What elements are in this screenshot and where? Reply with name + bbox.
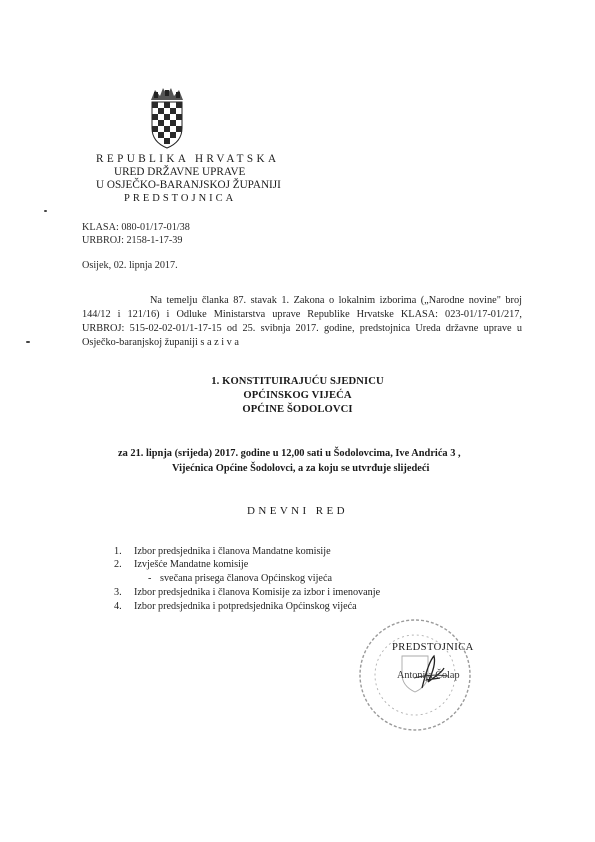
agenda-item-text: Izvješće Mandatne komisije <box>134 559 249 570</box>
schedule-location <box>172 461 592 476</box>
signatory-name: Antonija Čolap <box>397 670 460 681</box>
header-state: REPUBLIKA HRVATSKA <box>96 153 280 165</box>
intro-paragraph: Na temelju članka 87. stavak 1. Zakona o lokalnim izborima („Narodne novine" broj 144/12 i 121/16) i Odluke Ministarstva uprave Republike Hrvatske KLASA: 023-01/17-01/217, URBROJ: 515-02-02-01/1-17-15 od 25. svibnja 2017. godine, predstojnica Ureda državne uprave u Osječko-baranjskoj županiji s a z i v a <box>82 295 522 348</box>
agenda-item <box>114 558 248 571</box>
croatian-coat-of-arms-icon <box>148 86 186 150</box>
schedule-location-text: Vijećnica Općine Šodolovci, a za koju se utvrđuje slijedeći <box>172 463 430 474</box>
council-title: OPĆINSKOG VIJEĆA <box>243 390 352 401</box>
header-county: U OSJEČKO-BARANJSKOJ ŽUPANIJI <box>96 179 281 191</box>
urbroj-number: URBROJ: 2158-1-17-39 <box>82 235 183 246</box>
agenda-subitem-bullet: - <box>148 573 152 584</box>
place-date: Osijek, 02. lipnja 2017. <box>82 260 178 271</box>
agenda-item-text: Izbor predsjednika i potpredsjednika Općinskog vijeća <box>134 601 357 612</box>
schedule-line: za 21. lipnja (srijeda) 2017. godine u 12,00 sati u Šodolovcima, Ive Andrića 3 , <box>118 448 461 459</box>
header-role: PREDSTOJNICA <box>124 193 237 204</box>
scan-speck <box>26 341 30 343</box>
agenda-item-number: 3. <box>114 587 122 598</box>
agenda-item-number: 1. <box>114 546 122 557</box>
klasa-number: KLASA: 080-01/17-01/38 <box>82 222 190 233</box>
agenda-item-number: 4. <box>114 601 122 612</box>
agenda-item-number: 2. <box>114 559 122 570</box>
agenda-subitem-text: svečana prisega članova Općinskog vijeća <box>160 573 332 584</box>
header-office: URED DRŽAVNE UPRAVE <box>114 166 246 178</box>
agenda-subitem <box>148 572 332 585</box>
agenda-item-text: Izbor predsjednika i članova Mandatne komisije <box>134 546 331 557</box>
signatory-role: PREDSTOJNICA <box>392 642 474 653</box>
scan-speck <box>44 210 47 212</box>
session-title: 1. KONSTITUIRAJUĆU SJEDNICU <box>211 376 384 387</box>
agenda-title: DNEVNI RED <box>247 505 348 517</box>
agenda-item <box>114 600 357 613</box>
agenda-item-text: Izbor predsjednika i članova Komisije za izbor i imenovanje <box>134 587 381 598</box>
agenda-item <box>114 545 331 558</box>
agenda-item <box>114 586 380 599</box>
municipality-title: OPĆINE ŠODOLOVCI <box>242 404 353 415</box>
